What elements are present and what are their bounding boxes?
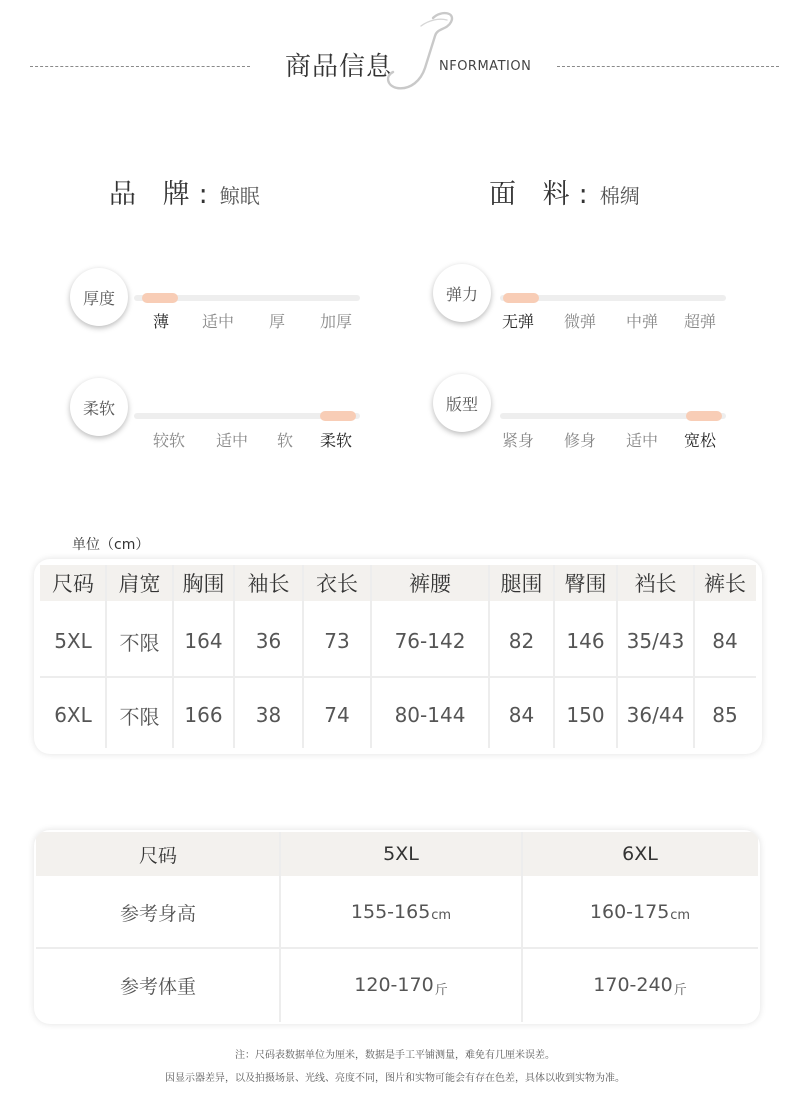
size-table-cell: 166 <box>184 703 223 727</box>
size-table-cell: 36/44 <box>626 703 685 727</box>
size-table-unit: 单位（cm） <box>72 537 150 553</box>
size-table-cell: 36 <box>255 629 282 653</box>
option-label: 超弹 <box>684 312 717 331</box>
attribute-softness <box>70 378 370 448</box>
brand-label: 品 牌 <box>109 179 199 210</box>
color-difference-note: 因显示器差异，以及拍摄场景、光线、亮度不同，图片和实物可能会有存在色差，具体以收到实物为准。 <box>165 1073 625 1084</box>
reference-value-cell <box>522 876 758 948</box>
table-column-divider <box>488 565 490 748</box>
size-table-cell: 164 <box>184 629 223 653</box>
option-label: 适中 <box>216 431 249 450</box>
attribute-level-indicator <box>320 411 356 421</box>
size-column-header: 肩宽 <box>106 565 173 601</box>
option-label: 中弹 <box>626 312 659 331</box>
size-table-cell: 146 <box>566 629 605 653</box>
table-column-divider <box>172 565 174 748</box>
size-column-header: 裆长 <box>617 565 694 601</box>
attribute-label-badge: 版型 <box>433 374 491 432</box>
brand-spec <box>109 172 260 211</box>
size-column-header: 腿围 <box>489 565 554 601</box>
option-label: 加厚 <box>320 312 353 331</box>
size-table-cell: 84 <box>712 629 738 653</box>
brand-value: 鲸眠 <box>219 184 260 208</box>
size-table-cell: 不限 <box>119 630 160 655</box>
size-column-header: 臀围 <box>554 565 617 601</box>
attribute-options <box>134 428 364 452</box>
table-column-divider <box>105 565 107 748</box>
table-column-divider <box>521 832 523 1022</box>
size-column-header: 尺码 <box>40 565 106 601</box>
attribute-scale-track <box>500 295 726 301</box>
table-column-divider <box>302 565 304 748</box>
header-divider-right <box>557 66 779 67</box>
decorative-letter-i <box>381 6 461 96</box>
reference-row-label: 参考身高 <box>119 902 196 925</box>
option-label: 紧身 <box>502 431 535 450</box>
measurement-note: 注：尺码表数据单位为厘米，数据是手工平铺测量，难免有几厘米误差。 <box>235 1050 555 1061</box>
size-column-header: 衣长 <box>303 565 371 601</box>
reference-column-header: 5XL <box>280 832 522 876</box>
attribute-options <box>134 309 364 333</box>
reference-value-cell <box>280 949 522 1021</box>
size-table-cell: 85 <box>712 703 738 727</box>
size-table-cell: 82 <box>508 629 535 653</box>
size-table-cell: 80-144 <box>394 703 466 727</box>
option-label: 较软 <box>153 431 186 450</box>
size-table-cell: 76-142 <box>394 629 466 653</box>
table-column-divider <box>616 565 618 748</box>
size-table-cell: 84 <box>508 703 535 727</box>
option-label: 适中 <box>626 431 659 450</box>
option-label: 厚 <box>269 312 286 331</box>
attribute-options <box>500 428 730 452</box>
size-column-header: 裤腰 <box>371 565 489 601</box>
size-table-cell: 5XL <box>54 629 92 653</box>
size-chart-table <box>34 559 762 754</box>
attribute-label-badge: 厚度 <box>70 268 128 326</box>
header-divider-left <box>30 66 250 67</box>
attribute-scale-track <box>500 413 726 419</box>
reference-value: 170-240 <box>593 974 673 996</box>
attribute-elasticity <box>433 264 733 334</box>
size-column-header: 裤长 <box>694 565 756 601</box>
option-label: 软 <box>277 431 294 450</box>
size-column-header: 袖长 <box>234 565 303 601</box>
reference-value: 120-170 <box>354 974 434 996</box>
table-row-divider <box>40 676 756 678</box>
attribute-scale-track <box>134 295 360 301</box>
attribute-options <box>500 309 730 333</box>
reference-unit: 斤 <box>673 982 687 998</box>
size-table-cell: 74 <box>324 703 350 727</box>
material-colon: : <box>578 179 588 210</box>
table-column-divider <box>693 565 695 748</box>
material-label: 面 料 <box>489 179 579 210</box>
size-table-cell: 38 <box>255 703 282 727</box>
table-column-divider <box>553 565 555 748</box>
size-table-cell: 150 <box>566 703 605 727</box>
reference-row-label: 参考体重 <box>119 975 196 998</box>
size-table-cell: 不限 <box>119 704 160 729</box>
table-column-divider <box>279 832 281 1022</box>
attribute-scale-track <box>134 413 360 419</box>
attribute-label-badge: 弹力 <box>433 264 491 322</box>
reference-unit: cm <box>431 907 452 923</box>
table-column-divider <box>370 565 372 748</box>
brand-colon: : <box>198 179 208 210</box>
reference-value-cell <box>280 876 522 948</box>
option-label: 宽松 <box>684 431 717 450</box>
size-table-cell: 35/43 <box>626 629 685 653</box>
size-table-cell: 73 <box>324 629 350 653</box>
reference-size-table <box>34 830 760 1024</box>
attribute-fit <box>433 374 733 450</box>
material-value: 棉绸 <box>599 184 640 208</box>
attribute-level-indicator <box>686 411 722 421</box>
option-label: 修身 <box>564 431 597 450</box>
option-label: 柔软 <box>320 431 353 450</box>
option-label: 薄 <box>153 312 170 331</box>
attribute-level-indicator <box>503 293 539 303</box>
size-column-header: 胸围 <box>173 565 234 601</box>
attribute-level-indicator <box>142 293 178 303</box>
section-title: 商品信息 <box>285 52 394 82</box>
section-subtitle: NFORMATION <box>439 59 532 74</box>
table-row-divider <box>36 947 758 949</box>
reference-value-cell <box>522 949 758 1021</box>
attribute-label-badge: 柔软 <box>70 378 128 436</box>
material-spec <box>489 172 640 211</box>
option-label: 微弹 <box>564 312 597 331</box>
reference-unit: 斤 <box>434 982 448 998</box>
table-column-divider <box>233 565 235 748</box>
reference-value: 160-175 <box>589 901 670 923</box>
reference-column-header: 6XL <box>522 832 758 876</box>
size-table-cell: 6XL <box>54 703 92 727</box>
option-label: 无弹 <box>502 312 535 331</box>
reference-value: 155-165 <box>350 901 431 923</box>
attribute-thickness <box>70 268 370 338</box>
reference-unit: cm <box>670 907 691 923</box>
option-label: 适中 <box>202 312 235 331</box>
reference-column-header: 尺码 <box>36 832 280 876</box>
